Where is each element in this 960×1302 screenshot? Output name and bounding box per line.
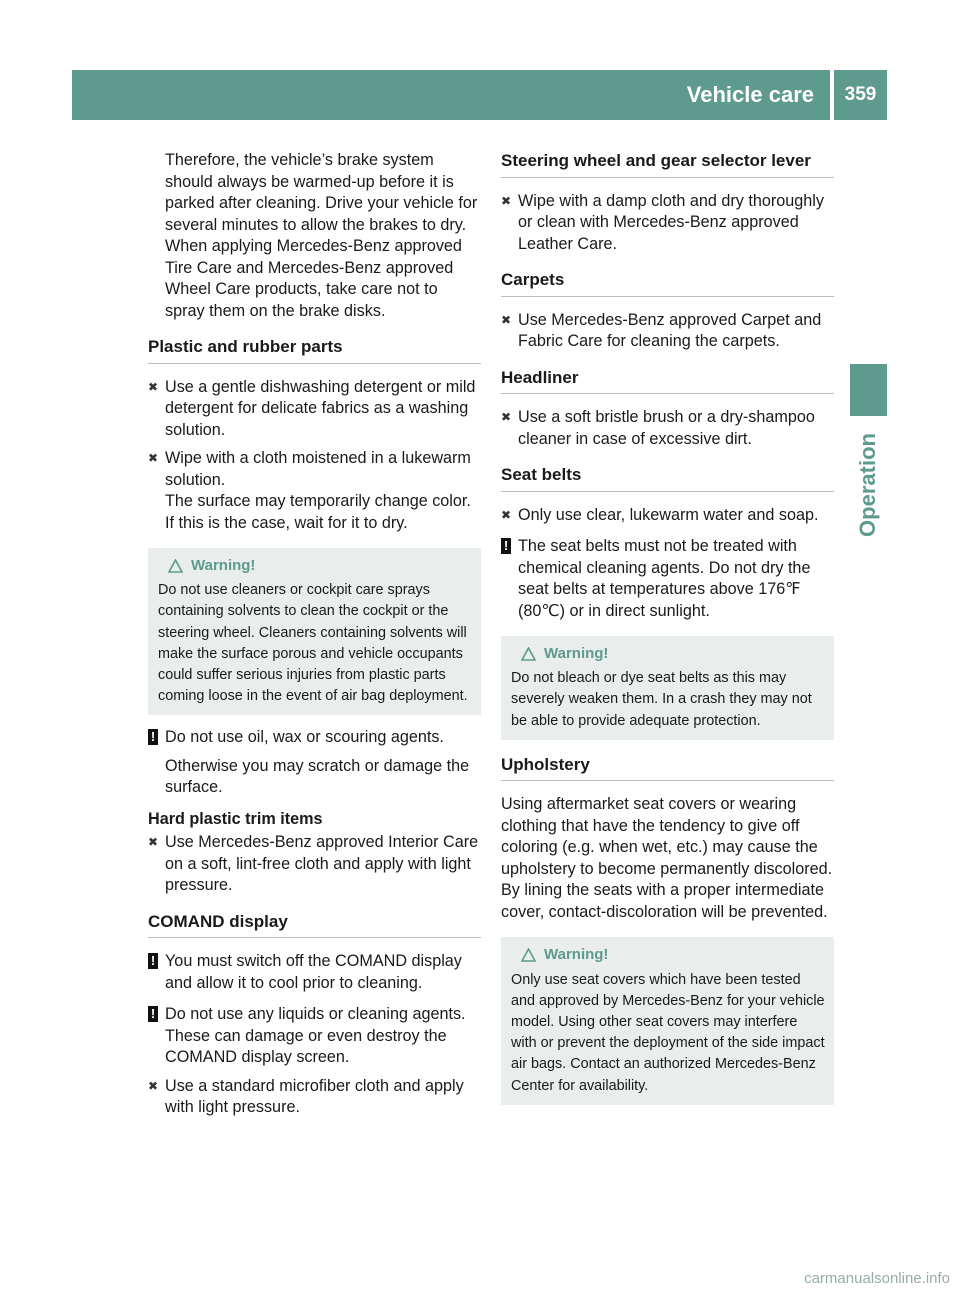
list-item: ✖ Use Mercedes-Benz approved Interior Care on a soft, lint-free cloth and apply with light pressure. (148, 833, 479, 895)
warning-heading: Warning! (158, 555, 473, 576)
exclamation-icon: ! (501, 538, 511, 554)
side-tab-block (850, 364, 887, 416)
warning-heading: Warning! (511, 944, 826, 965)
heading-steering: Steering wheel and gear selector lever (501, 150, 834, 178)
arrow-bullet-icon: ✖ (501, 410, 512, 424)
warning-text: Only use seat covers which have been tested and approved by Mercedes-Benz for your vehicle model. Using other seat covers may interfere with or prevent the deployment of the side impact air bags. Contact an authorized Mercedes-Benz Center for availability. (511, 971, 825, 1094)
list-item: ✖ Only use clear, lukewarm water and soap. (501, 505, 834, 527)
list-item: ✖ Use Mercedes-Benz approved Carpet and Fabric Care for cleaning the carpets. (501, 310, 822, 350)
note-item: ! You must switch off the COMAND display and allow it to cool prior to cleaning. (148, 951, 481, 994)
warning-triangle-icon (521, 647, 536, 661)
warning-triangle-icon (168, 559, 183, 573)
arrow-bullet-icon: ✖ (148, 1078, 159, 1093)
heading-comand: COMAND display (148, 911, 481, 939)
warning-heading: Warning! (511, 643, 826, 664)
note-item: ! The seat belts must not be treated with chemical cleaning agents. Do not dry the seat belts at temperatures above 176℉ (80℃) or in direct sunlight. (501, 536, 834, 622)
arrow-bullet-icon: ✖ (501, 312, 512, 327)
warning-box (501, 636, 834, 740)
warning-box (148, 548, 481, 715)
exclamation-icon: ! (148, 953, 158, 969)
side-tab (848, 420, 888, 550)
note-item: ! Do not use oil, wax or scouring agents. (148, 727, 481, 749)
page-number: 359 (844, 84, 877, 105)
arrow-bullet-icon: ✖ (148, 835, 159, 850)
section-title: Vehicle care (686, 82, 814, 107)
footer-watermark: carmanualsonline.info (804, 1270, 950, 1287)
note-item: ! Do not use any liquids or cleaning agents. These can damage or even destroy the COMAND display screen. (148, 1004, 481, 1069)
exclamation-icon: ! (148, 729, 158, 745)
arrow-bullet-icon: ✖ (501, 193, 512, 208)
warning-text: Do not bleach or dye seat belts as this may severely weaken them. In a crash they may not be able to provide adequate protection. (511, 670, 812, 729)
arrow-bullet-icon: ✖ (148, 379, 159, 394)
list-item: ✖ Use a soft bristle brush or a dry-shampoo cleaner in case of excessive dirt. (501, 408, 815, 448)
upholstery-paragraph: Using aftermarket seat covers or wearing clothing that have the tendency to give off coloring (e.g. when wet, etc.) may cause the upholstery to become permanently discolored. By lining the seats with a proper intermediate cover, contact-discoloration will be prevented. (501, 795, 833, 921)
intro-paragraph: Therefore, the vehicle’s brake system should always be warmed-up before it is parked after cleaning. Drive your vehicle for several minutes to allow the brakes to dry. When applying Mercedes-Benz approved Tire Care and Mercedes-Benz approved Wheel Care products, take care not to spray them on the brake disks. (165, 151, 478, 320)
exclamation-icon: ! (148, 1006, 158, 1022)
left-column (148, 150, 481, 1126)
heading-seat-belts: Seat belts (501, 464, 834, 492)
list-item: ✖ Wipe with a damp cloth and dry thoroughly or clean with Mercedes-Benz approved Leather Care. (501, 191, 824, 253)
warning-triangle-icon (521, 948, 536, 962)
side-tab-label: Operation (855, 433, 880, 537)
heading-carpets: Carpets (501, 269, 834, 297)
note-extra: Otherwise you may scratch or damage the surface. (165, 756, 470, 797)
list-item: ✖ Use a standard microfiber cloth and apply with light pressure. (148, 1076, 464, 1117)
header-bar (72, 70, 887, 120)
heading-headliner: Headliner (501, 367, 834, 395)
right-column (501, 150, 834, 1117)
heading-hard-plastic: Hard plastic trim items (148, 809, 323, 828)
heading-plastic-rubber: Plastic and rubber parts (148, 336, 481, 364)
list-item: ✖ Wipe with a cloth moistened in a lukewarm solution. The surface may temporarily change color. If this is the case, wait for it to dry. (148, 449, 471, 532)
heading-upholstery: Upholstery (501, 754, 834, 782)
arrow-bullet-icon: ✖ (148, 451, 159, 465)
arrow-bullet-icon: ✖ (501, 507, 512, 522)
warning-text: Do not use cleaners or cockpit care sprays containing solvents to clean the cockpit or the steering wheel. Cleaners containing solvents will make the surface porous and vehicle occupants could suffer serious injuries from plastic parts coming loose in the event of air bag deployment. (158, 582, 468, 705)
list-item: ✖ Use a gentle dishwashing detergent or mild detergent for delicate fabrics as a washing solution. (148, 377, 476, 439)
warning-box (501, 937, 834, 1104)
